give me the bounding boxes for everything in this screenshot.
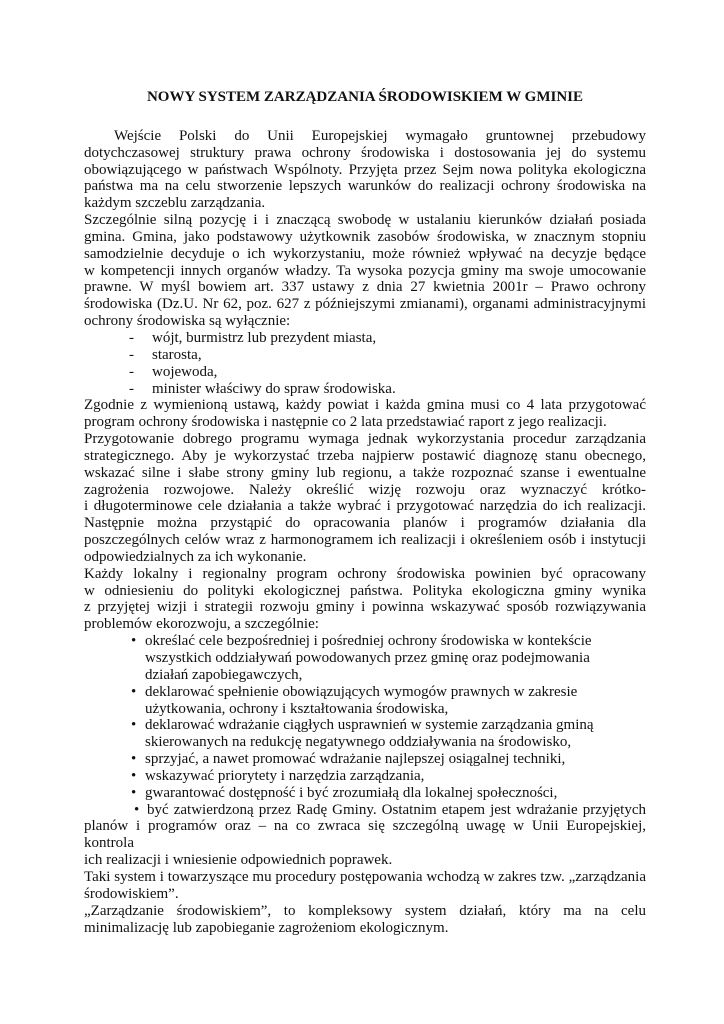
dash-marker: - bbox=[129, 363, 134, 380]
text-line: samodzielnie decyduje o ich wykorzystaniu, może również wpływać na decyzje będące bbox=[84, 245, 646, 262]
list-text: skierowanych na redukcję negatywnego oddziaływania na środowisko, bbox=[145, 734, 572, 751]
text-line: gmina. Gmina, jako podstawowy użytkownik zasobów środowiska, w znacznym stopniu bbox=[84, 228, 646, 245]
dash-list-item bbox=[84, 347, 646, 364]
document-page bbox=[84, 89, 646, 936]
list-text: planów i programów oraz – na co zwraca się szczególną uwagę w Unii Europejskiej, kontrola bbox=[84, 818, 646, 852]
list-text: sprzyjać, a nawet promować wdrażanie najlepszej osiągalnej techniki, bbox=[145, 751, 566, 768]
text-line: zagrożenia rozwojowe. Należy określić wizję rozwoju oraz wyznaczyć krótko- bbox=[84, 481, 646, 498]
text-line: ochrony środowiska są wyłącznie: bbox=[84, 313, 291, 330]
text-line: Następnie można przystąpić do opracowania planów i programów działania dla bbox=[84, 515, 646, 532]
list-line bbox=[84, 330, 646, 347]
text-line: wskazać silne i słabe strony gminy lub regionu, a także rozpoznać szanse i ewentualne bbox=[84, 464, 646, 481]
list-text: deklarować wdrażanie ciągłych usprawnień w systemie zarządzania gminą bbox=[145, 717, 594, 734]
dash-list-item bbox=[84, 330, 646, 347]
text-line: strategicznego. Aby je wykorzystać trzeba najpierw postawić diagnozę stanu obecnego, bbox=[84, 447, 646, 464]
list-line bbox=[84, 751, 646, 768]
list-line bbox=[84, 701, 646, 718]
bullet-list-item bbox=[84, 751, 646, 768]
text-line: program ochrony środowiska i następnie co 2 lata przedstawiać raport z jego realizacji. bbox=[84, 414, 607, 431]
text-line: Każdy lokalny i regionalny program ochrony środowiska powinien być opracowany bbox=[84, 565, 646, 582]
bullet-list-item bbox=[84, 684, 646, 718]
bullet-marker: • bbox=[131, 751, 137, 768]
text-line: środowiska (Dz.U. Nr 62, poz. 627 z późniejszymi zmianami), organami administracyjnymi bbox=[84, 296, 646, 313]
bullet-list-item bbox=[84, 633, 646, 684]
paragraph bbox=[84, 903, 646, 937]
list-line bbox=[84, 650, 646, 667]
text-line: dotychczasowej struktury prawa ochrony środowiska i dostosowania jej do systemu bbox=[84, 144, 646, 161]
dash-marker: - bbox=[129, 329, 134, 346]
list-line bbox=[84, 381, 646, 398]
list-text: deklarować spełnienie obowiązujących wymogów prawnych w zakresie bbox=[145, 683, 578, 700]
list-line bbox=[84, 717, 646, 734]
bullet-marker: • bbox=[131, 767, 137, 784]
text-line: Szczególnie silną pozycję i i znaczącą swobodę w ustalaniu kierunków działań posiada bbox=[84, 212, 646, 229]
text-line: obowiązującego w państwach Wspólnoty. Przyjęta przez Sejm nowa polityka ekologiczna bbox=[84, 161, 646, 178]
text-line: minimalizację lub zapobieganie zagrożeniom ekologicznym. bbox=[84, 919, 449, 936]
list-text: użytkowania, ochrony i kształtowania środowiska, bbox=[145, 700, 449, 717]
bullet-list-item bbox=[84, 802, 646, 869]
list-line bbox=[84, 802, 646, 819]
paragraph bbox=[84, 566, 646, 633]
text-line: „Zarządzanie środowiskiem”, to kompleksowy system działań, który ma na celu bbox=[84, 902, 646, 919]
list-text: wszystkich oddziaływań powodowanych przez gminę oraz podejmowania bbox=[145, 650, 590, 666]
list-line bbox=[84, 734, 646, 751]
list-line bbox=[84, 347, 646, 364]
text-line: problemów ekorozwoju, a szczególnie: bbox=[84, 616, 319, 633]
paragraph bbox=[84, 212, 646, 330]
text-line: Wejście Polski do Unii Europejskiej wymagało gruntownej przebudowy bbox=[114, 127, 646, 144]
text-line: w odniesieniu do polityki ekologicznej państwa. Polityka ekologiczna gminy wynika bbox=[84, 582, 646, 599]
dash-marker: - bbox=[129, 346, 134, 363]
text-line: odpowiedzialnych za ich wykonanie. bbox=[84, 548, 307, 565]
bullet-marker: • bbox=[134, 801, 140, 818]
text-line: Zgodnie z wymienioną ustawą, każdy powiat i każda gmina musi co 4 lata przygotować bbox=[84, 397, 646, 414]
dash-list-item bbox=[84, 381, 646, 398]
list-text: określać cele bezpośredniej i pośredniej ochrony środowiska w kontekście bbox=[145, 633, 592, 650]
text-line: każdym szczeblu zarządzania. bbox=[84, 195, 266, 212]
list-text: gwarantować dostępność i być zrozumiałą dla lokalnej społeczności, bbox=[145, 784, 558, 801]
list-line bbox=[84, 852, 646, 869]
bullet-marker: • bbox=[131, 683, 137, 700]
paragraph bbox=[84, 431, 646, 566]
list-text: działań zapobiegawczych, bbox=[145, 666, 303, 683]
paragraph bbox=[84, 869, 646, 903]
text-line: poszczególnych celów wraz z harmonogramem ich realizacji i określeniem osób i instytucji bbox=[84, 532, 646, 549]
list-line bbox=[84, 633, 646, 650]
bullet-list-item bbox=[84, 768, 646, 785]
list-text: ich realizacji i wniesienie odpowiednich poprawek. bbox=[84, 852, 393, 869]
list-text: wskazywać priorytety i narzędzia zarządzania, bbox=[145, 767, 425, 784]
bullet-marker: • bbox=[131, 633, 137, 650]
document-title: NOWY SYSTEM ZARZĄDZANIA ŚRODOWISKIEM W GMINIE bbox=[146, 89, 584, 105]
list-line bbox=[84, 818, 646, 852]
list-line bbox=[84, 785, 646, 802]
bullet-marker: • bbox=[131, 717, 137, 734]
paragraph bbox=[84, 128, 646, 212]
dash-list-item bbox=[84, 364, 646, 381]
paragraph bbox=[84, 397, 646, 431]
bullet-list-item bbox=[84, 785, 646, 802]
text-line: w kompetencji innych organów władzy. Ta wysoka pozycja gminy ma swoje umocowanie bbox=[84, 262, 646, 279]
text-line: i długoterminowe cele działania a także wybrać i przygotować narzędzia do ich realizacji. bbox=[84, 498, 646, 515]
list-line bbox=[84, 364, 646, 381]
text-line: Taki system i towarzyszące mu procedury postępowania wchodzą w zakres tzw. „zarządzania bbox=[84, 868, 646, 885]
list-text: wojewoda, bbox=[152, 363, 218, 380]
bullet-marker: • bbox=[131, 784, 137, 801]
bullet-list-item bbox=[84, 717, 646, 751]
text-line: środowiskiem”. bbox=[84, 885, 179, 902]
list-text: wójt, burmistrz lub prezydent miasta, bbox=[152, 329, 377, 346]
list-line bbox=[84, 684, 646, 701]
list-text: minister właściwy do spraw środowiska. bbox=[152, 380, 396, 397]
text-line: z przyjętej wizji i strategii rozwoju gminy i powinna wskazywać sposób rozwiązywania bbox=[84, 599, 646, 616]
list-line bbox=[84, 768, 646, 785]
dash-marker: - bbox=[129, 380, 134, 397]
list-text: być zatwierdzoną przez Radę Gminy. Ostatnim etapem jest wdrażanie przyjętych bbox=[147, 801, 646, 818]
document-body bbox=[84, 128, 646, 937]
text-line: Przygotowanie dobrego programu wymaga jednak wykorzystania procedur zarządzania bbox=[84, 431, 646, 448]
list-line bbox=[84, 667, 646, 684]
text-line: państwa ma na celu stworzenie lepszych warunków do realizacji ochrony środowiska na bbox=[84, 178, 646, 195]
text-line: prawne. W myśl bowiem art. 337 ustawy z dnia 27 kwietnia 2001r – Prawo ochrony bbox=[84, 279, 646, 296]
list-text: starosta, bbox=[152, 346, 202, 363]
